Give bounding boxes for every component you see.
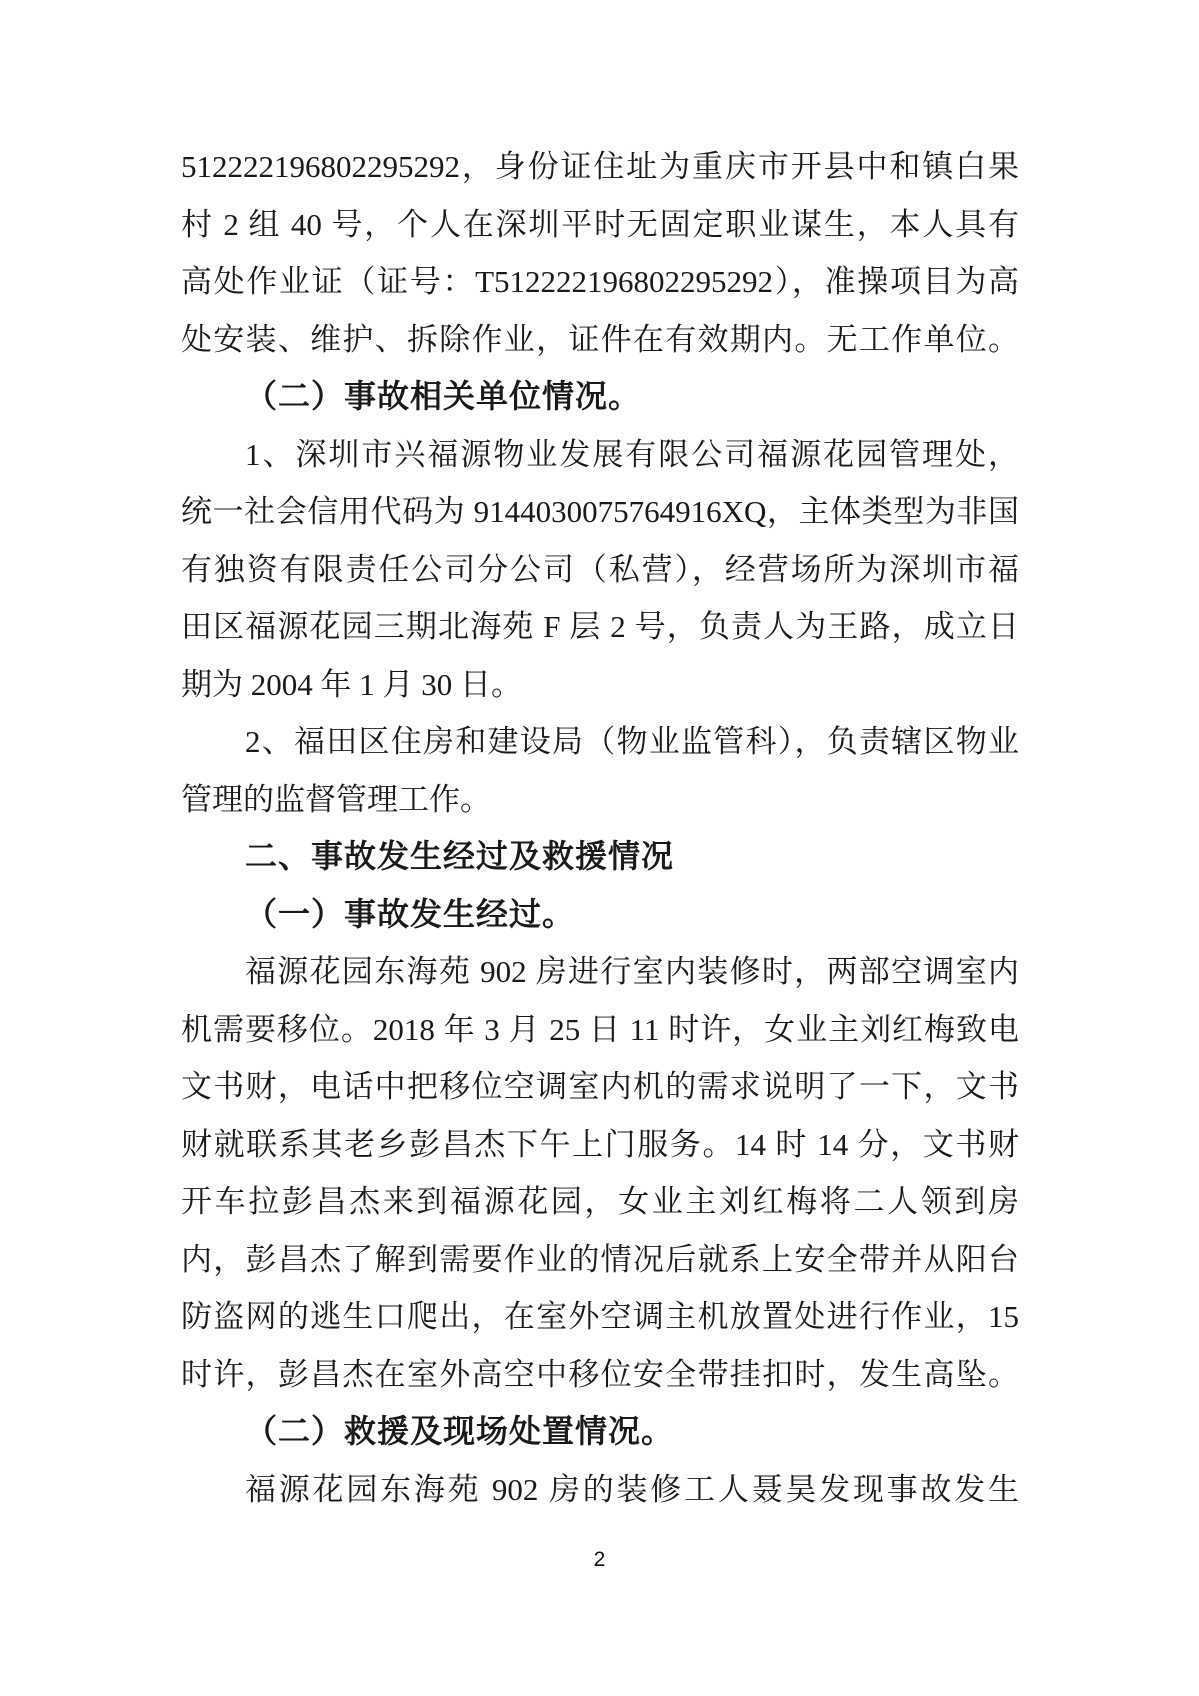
text-line: 开车拉彭昌杰来到福源花园，女业主刘红梅将二人领到房 [181,1184,1019,1219]
text-line: 二、事故发生经过及救援情况 [245,838,675,874]
text-line: 统一社会信用代码为 9144030075764916XQ，主体类型为非国 [181,494,1019,529]
text-line: 福源花园东海苑 902 房进行室内装修时，两部空调室内 [245,954,1019,989]
text-line: 福源花园东海苑 902 房的装修工人聂昊发现事故发生 [245,1471,1019,1507]
text-line: 有独资有限责任公司分公司（私营），经营场所为深圳市福 [181,551,1019,587]
text-line: 内，彭昌杰了解到需要作业的情况后就系上安全带并从阳台 [181,1241,1019,1277]
text-line: （一）事故发生经过。 [245,895,576,932]
text-line: 防盗网的逃生口爬出，在室外空调主机放置处进行作业，15 [181,1299,1019,1334]
text-line: 财就联系其老乡彭昌杰下午上门服务。14 时 14 分，文书财 [181,1126,1019,1162]
text-line: 时许，彭昌杰在室外高空中移位安全带挂扣时，发生高坠。 [181,1356,1019,1392]
text-line: （二）事故相关单位情况。 [245,378,642,414]
text-line: （二）救援及现场处置情况。 [245,1413,675,1449]
text-line: 1、深圳市兴福源物业发展有限公司福源花园管理处， [245,436,1019,472]
text-line: 512222196802295292，身份证住址为重庆市开县中和镇白果 [181,149,1019,184]
text-line: 田区福源花园三期北海苑 F 层 2 号，负责人为王路，成立日 [181,609,1019,644]
text-line: 管理的监督管理工作。 [181,781,491,817]
text-line: 2、福田区住房和建设局（物业监管科），负责辖区物业 [245,724,1019,759]
text-line: 机需要移位。2018 年 3 月 25 日 11 时许，女业主刘红梅致电 [181,1011,1019,1047]
text-line: 文书财，电话中把移位空调室内机的需求说明了一下，文书 [181,1069,1019,1104]
page-number: 2 [593,1548,606,1571]
text-line: 高处作业证（证号：T512222196802295292），准操项目为高 [181,264,1019,299]
document-body [181,138,1019,1518]
text-line: 处安装、维护、拆除作业，证件在有效期内。无工作单位。 [181,321,1019,357]
text-line: 期为 2004 年 1 月 30 日。 [181,666,522,702]
text-line: 村 2 组 40 号，个人在深圳平时无固定职业谋生，本人具有 [181,206,1019,242]
